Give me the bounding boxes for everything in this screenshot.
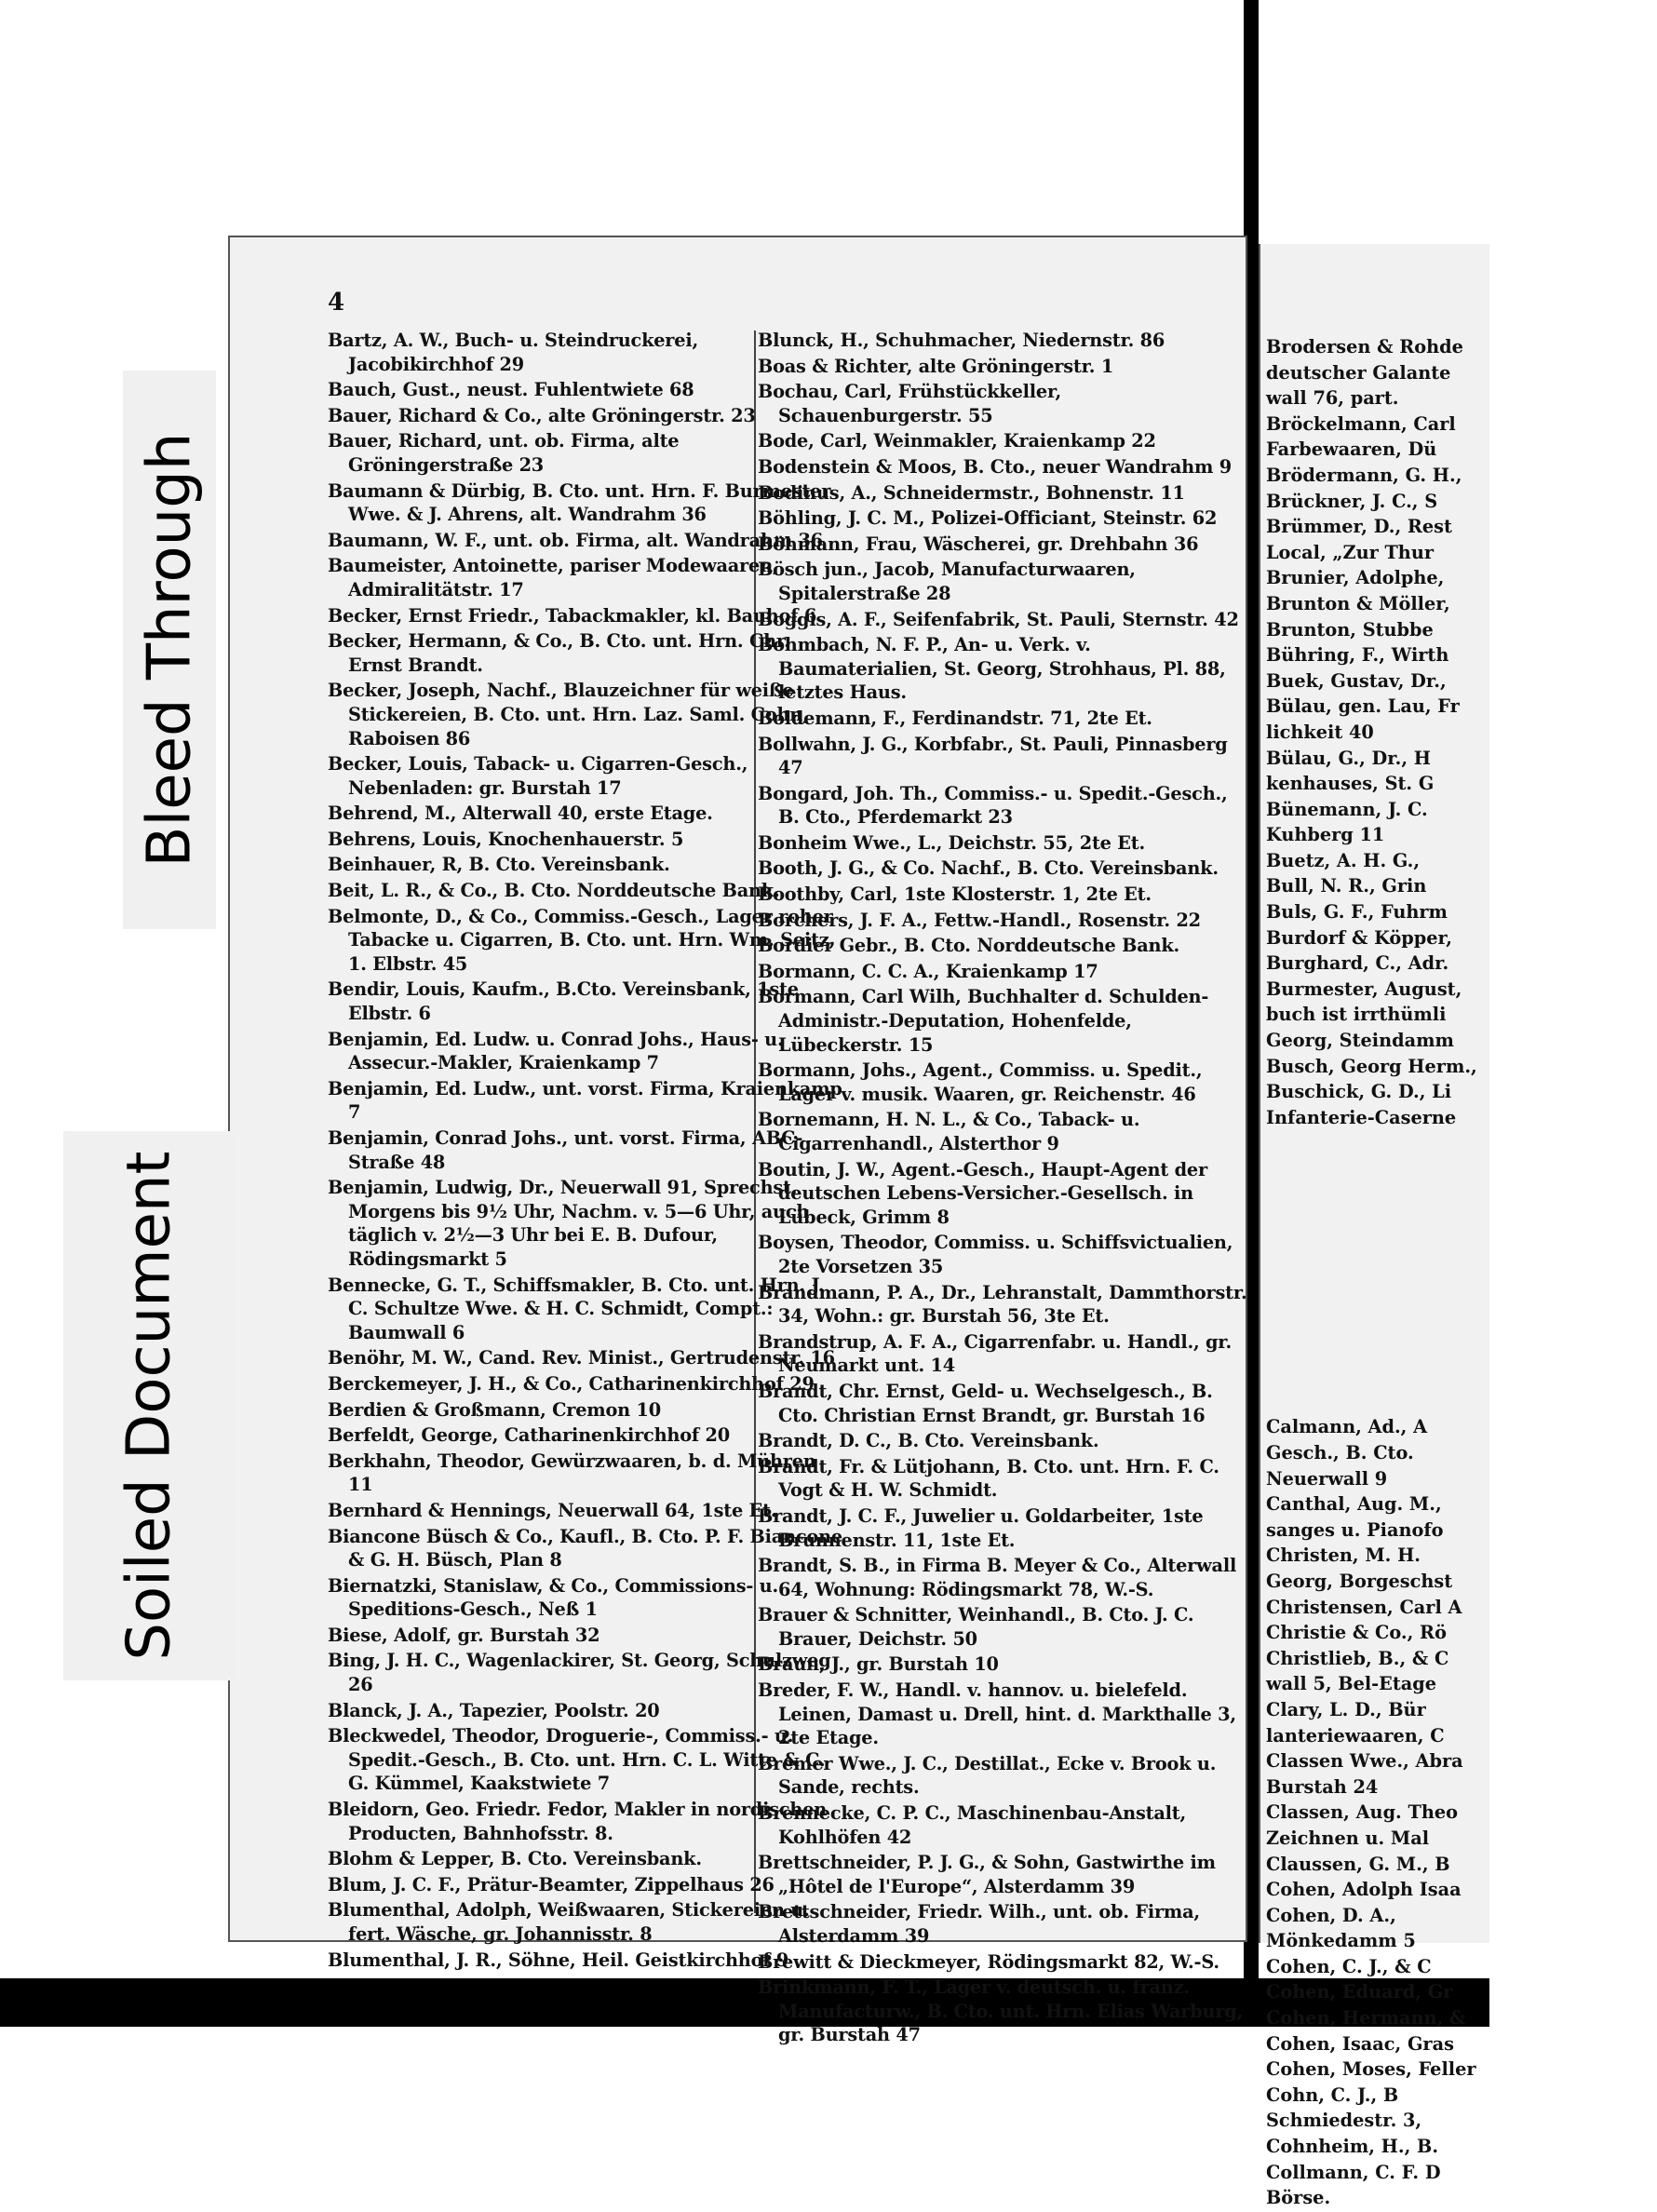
- directory-entry-fragment: kenhauses, St. G: [1266, 773, 1435, 795]
- directory-entry-fragment: Bülau, G., Dr., H: [1266, 747, 1431, 769]
- directory-entry: Bochau, Carl, Frühstückkeller, Schauenburgerstr. 55: [758, 381, 1062, 426]
- adjacent-page: [1259, 244, 1489, 2209]
- directory-entry-fragment: Brunier, Adolphe,: [1266, 567, 1445, 589]
- directory-entry: Bauer, Richard, unt. ob. Firma, alte Gröningerstraße 23: [328, 430, 680, 476]
- directory-entry: Brennecke, C. P. C., Maschinenbau-Anstalt, Kohlhöfen 42: [758, 1802, 1186, 1848]
- directory-entry: Blum, J. C. F., Prätur-Beamter, Zippelhaus 26: [328, 1873, 775, 1895]
- directory-entry: Behrens, Louis, Knochenhauerstr. 5: [328, 828, 684, 850]
- directory-entry: Beit, L. R., & Co., B. Cto. Norddeutsche Bank.: [328, 880, 780, 902]
- directory-entry: Bohmbach, N. F. P., An- u. Verk. v. Baumaterialien, St. Georg, Strohhaus, Pl. 88, letztes Haus.: [758, 634, 1226, 704]
- directory-entry: Brewitt & Dieckmeyer, Rödingsmarkt 82, W.-S.: [758, 1950, 1219, 1973]
- directory-entry: Böhling, J. C. M., Polizei-Officiant, Steinstr. 62: [758, 507, 1218, 530]
- directory-entry: Bösch jun., Jacob, Manufacturwaaren, Spitalerstraße 28: [758, 559, 1136, 604]
- directory-entry: Boothby, Carl, 1ste Klosterstr. 1, 2te Et.: [758, 883, 1152, 906]
- directory-entry-fragment: Christie & Co., Rö: [1266, 1622, 1447, 1644]
- directory-entry: Bormann, C. C. A., Kraienkamp 17: [758, 960, 1098, 982]
- soiled-document-label: [63, 1131, 236, 1680]
- directory-entry: Borchers, J. F. A., Fettw.-Handl., Rosenstr. 22: [758, 909, 1201, 931]
- directory-entry: Bode, Carl, Weinmakler, Kraienkamp 22: [758, 430, 1156, 452]
- directory-entry: Bernhard & Hennings, Neuerwall 64, 1ste Et.: [328, 1499, 777, 1521]
- directory-entry-fragment: Schmiedestr. 3,: [1266, 2110, 1422, 2132]
- bleed-through-label: [123, 371, 216, 929]
- directory-entry-fragment: lanteriewaaren, C: [1266, 1724, 1445, 1747]
- directory-entry: Berfeldt, George, Catharinenkirchhof 20: [328, 1424, 730, 1447]
- directory-entry-fragment: Busch, Georg Herm.,: [1266, 1055, 1477, 1077]
- directory-entry-fragment: wall 76, part.: [1266, 387, 1399, 410]
- directory-entry-fragment: Börse.: [1266, 2187, 1331, 2209]
- directory-entry-fragment: Cohen, C. J., & C: [1266, 1955, 1432, 1977]
- directory-entry: Biancone Büsch & Co., Kaufl., B. Cto. P. F. Biancone & G. H. Büsch, Plan 8: [328, 1525, 842, 1571]
- directory-entry: Bing, J. H. C., Wagenlackirer, St. Georg, Schulzweg 26: [328, 1650, 831, 1696]
- directory-entry: Belmonte, D., & Co., Commiss.-Gesch., Lager roher Tabacke u. Cigarren, B. Cto. unt. Hrn. Wm. Seitz, 1. Elbstr. 45: [328, 905, 836, 975]
- directory-entry: Becker, Hermann, & Co., B. Cto. unt. Hrn. Chr. Ernst Brandt.: [328, 630, 790, 676]
- directory-entry-fragment: deutscher Galante: [1266, 361, 1451, 384]
- directory-entry-fragment: Brunton, Stubbe: [1266, 618, 1434, 641]
- directory-entry: Brauer & Schnitter, Weinhandl., B. Cto. J. C. Brauer, Deichstr. 50: [758, 1604, 1194, 1650]
- directory-entry-fragment: Cohen, Isaac, Gras: [1266, 2032, 1454, 2055]
- directory-entry: Brandt, D. C., B. Cto. Vereinsbank.: [758, 1430, 1099, 1452]
- directory-entry-fragment: Cohen, Eduard, Gr: [1266, 1981, 1453, 2003]
- directory-entry: Berckemeyer, J. H., & Co., Catharinenkirchhof 29: [328, 1372, 815, 1395]
- directory-entry-fragment: Burghard, C., Adr.: [1266, 952, 1449, 975]
- directory-entry-fragment: Farbewaaren, Dü: [1266, 438, 1437, 461]
- directory-entry: Bleidorn, Geo. Friedr. Fedor, Makler in nordischen Producten, Bahnhofsstr. 8.: [328, 1799, 828, 1844]
- directory-entry-fragment: Infanterie-Caserne: [1266, 1106, 1457, 1128]
- directory-entry-fragment: Clary, L. D., Bür: [1266, 1698, 1426, 1720]
- directory-entry: Bormann, Carl Wilh, Buchhalter d. Schulden-Administr.-Deputation, Hohenfelde, Lübeckerstr. 15: [758, 986, 1209, 1056]
- directory-entry: Bormann, Johs., Agent., Commiss. u. Spedit., Lager v. musik. Waaren, gr. Reichenstr. 46: [758, 1059, 1203, 1105]
- directory-entry: Bleckwedel, Theodor, Droguerie-, Commiss.- u. Spedit.-Gesch., B. Cto. unt. Hrn. C. L. Witte & C. G. Kümmel, Kaakstwiete 7: [328, 1725, 826, 1795]
- directory-entry-fragment: Buschick, G. D., Li: [1266, 1081, 1452, 1103]
- directory-entry: Benjamin, Ed. Ludw. u. Conrad Johs., Haus- u. Assecur.-Makler, Kraienkamp 7: [328, 1028, 784, 1074]
- directory-entry: Bauer, Richard & Co., alte Gröningerstr. 23: [328, 404, 756, 426]
- directory-entry-fragment: Georg, Borgeschst: [1266, 1570, 1453, 1592]
- directory-entry: Bonheim Wwe., L., Deichstr. 55, 2te Et.: [758, 831, 1145, 854]
- directory-entry-fragment: Christen, M. H.: [1266, 1544, 1421, 1567]
- directory-entry: Baumeister, Antoinette, pariser Modewaaren, Admiralitätstr. 17: [328, 555, 779, 600]
- directory-entry: Bornemann, H. N. L., & Co., Taback- u. Cigarrenhandl., Alsterthor 9: [758, 1109, 1140, 1154]
- directory-entry: Bongard, Joh. Th., Commiss.- u. Spedit.-Gesch., B. Cto., Pferdemarkt 23: [758, 782, 1228, 829]
- right-column: [758, 329, 1251, 2049]
- directory-entry-fragment: Kuhberg 11: [1266, 824, 1385, 846]
- directory-entry-fragment: Burdorf & Köpper,: [1266, 926, 1452, 949]
- directory-entry: Berkhahn, Theodor, Gewürzwaaren, b. d. Mühren 11: [328, 1450, 816, 1496]
- directory-entry-fragment: Georg, Steindamm: [1266, 1030, 1454, 1052]
- directory-entry: Becker, Joseph, Nachf., Blauzeichner für weiße Stickereien, B. Cto. unt. Hrn. Laz. Saml. Cohn, Raboisen 86: [328, 680, 809, 749]
- directory-entry-fragment: Cohn, C. J., B: [1266, 2084, 1399, 2106]
- directory-entry: Booth, J. G., & Co. Nachf., B. Cto. Vereinsbank.: [758, 857, 1219, 880]
- directory-entry: Boldemann, F., Ferdinandstr. 71, 2te Et.: [758, 707, 1152, 729]
- directory-entry-fragment: Buls, G. F., Fuhrm: [1266, 901, 1448, 924]
- directory-entry-fragment: Brodersen & Rohde: [1266, 336, 1463, 357]
- directory-entry: Blunck, H., Schuhmacher, Niedernstr. 86: [758, 330, 1165, 351]
- directory-entry-fragment: Bühring, F., Wirth: [1266, 644, 1449, 667]
- directory-entry: Brettschneider, Friedr. Wilh., unt. ob. Firma, Alsterdamm 39: [758, 1901, 1200, 1947]
- directory-entry-fragment: Buek, Gustav, Dr.,: [1266, 669, 1447, 692]
- directory-entry: Boutin, J. W., Agent.-Gesch., Haupt-Agent der deutschen Lebens-Versicher.-Gesellsch. in Lübeck, Grimm 8: [758, 1158, 1207, 1228]
- directory-entry-fragment: lichkeit 40: [1266, 721, 1374, 743]
- directory-entry: Bodinus, A., Schneidermstr., Bohnenstr. 11: [758, 481, 1185, 504]
- directory-entry: Baumann & Dürbig, B. Cto. unt. Hrn. F. Burmester Wwe. & J. Ahrens, alt. Wandrahm 36: [328, 479, 831, 526]
- directory-entry: Boas & Richter, alte Gröningerstr. 1: [758, 355, 1114, 377]
- directory-entry: Boysen, Theodor, Commiss. u. Schiffsvictualien, 2te Vorsetzen 35: [758, 1232, 1233, 1277]
- directory-entry-fragment: Bröckelmann, Carl: [1266, 412, 1456, 435]
- directory-entry-fragment: Cohen, Adolph Isaa: [1266, 1879, 1462, 1901]
- directory-entry: Blanck, J. A., Tapezier, Poolstr. 20: [328, 1699, 660, 1721]
- directory-entry-fragment: Burstah 24: [1266, 1775, 1379, 1798]
- directory-entry-fragment: Claussen, G. M., B: [1266, 1853, 1450, 1875]
- directory-entry-fragment: Cohen, Moses, Feller: [1266, 2058, 1476, 2081]
- directory-entry: Bremer Wwe., J. C., Destillat., Ecke v. Brook u. Sande, rechts.: [758, 1752, 1217, 1799]
- directory-entry: Behrend, M., Alterwall 40, erste Etage.: [328, 803, 713, 825]
- directory-entry: Bartz, A. W., Buch- u. Steindruckerei, Jacobikirchhof 29: [328, 330, 698, 375]
- directory-entry: Becker, Louis, Taback- u. Cigarren-Gesch., Nebenladen: gr. Burstah 17: [328, 753, 748, 799]
- directory-entry-fragment: Bünemann, J. C.: [1266, 798, 1428, 820]
- directory-entry-fragment: Local, „Zur Thur: [1266, 541, 1434, 563]
- directory-entry: Blumenthal, J. R., Söhne, Heil. Geistkirchhof 9: [328, 1949, 789, 1971]
- directory-entry: Bendir, Louis, Kaufm., B.Cto. Vereinsbank, 1ste Elbstr. 6: [328, 978, 799, 1025]
- directory-entry-fragment: Cohnheim, H., B.: [1266, 2136, 1439, 2158]
- directory-entry-fragment: Bülau, gen. Lau, Fr: [1266, 695, 1460, 718]
- directory-entry-fragment: Cohen, Hermann, &: [1266, 2007, 1466, 2030]
- directory-entry-fragment: Brümmer, D., Rest: [1266, 516, 1452, 538]
- directory-entry: Blumenthal, Adolph, Weißwaaren, Stickereien u. fert. Wäsche, gr. Johannisstr. 8: [328, 1899, 810, 1945]
- directory-entry: Beinhauer, R, B. Cto. Vereinsbank.: [328, 854, 670, 876]
- directory-entry: Braun, J., gr. Burstah 10: [758, 1653, 999, 1676]
- directory-entry-fragment: Mönkedamm 5: [1266, 1930, 1416, 1952]
- directory-entry: Benjamin, Ed. Ludw., unt. vorst. Firma, Kraienkamp 7: [328, 1077, 842, 1124]
- directory-entry-fragment: Bull, N. R., Grin: [1266, 875, 1427, 897]
- directory-entry-fragment: sanges u. Pianofo: [1266, 1518, 1444, 1541]
- directory-entry-fragment: Collmann, C. F. D: [1266, 2161, 1441, 2183]
- page-number: 4: [328, 289, 345, 317]
- directory-page: [228, 236, 1247, 2046]
- directory-entry: Brandt, Fr. & Lütjohann, B. Cto. unt. Hrn. F. C. Vogt & H. W. Schmidt.: [758, 1455, 1219, 1502]
- directory-entry: Benjamin, Conrad Johs., unt. vorst. Firma, ABC-Straße 48: [328, 1127, 803, 1173]
- directory-entry-fragment: Neuerwall 9: [1266, 1467, 1388, 1490]
- directory-entry-fragment: Brunton & Möller,: [1266, 592, 1450, 614]
- directory-entry: Breder, F. W., Handl. v. hannov. u. bielefeld. Leinen, Damast u. Drell, hint. d. Markthalle 3, 2te Etage.: [758, 1679, 1236, 1749]
- directory-entry: Brinkmann, F. T., Lager v. deutsch. u. franz. Manufacturw., B. Cto. unt. Hrn. Elias Warburg, gr. Burstah 47: [758, 1976, 1244, 2046]
- directory-entry: Benöhr, M. W., Cand. Rev. Minist., Gertrudenstr. 16: [328, 1347, 835, 1369]
- directory-entry: Berdien & Großmann, Cremon 10: [328, 1398, 661, 1421]
- directory-entry-fragment: Classen Wwe., Abra: [1266, 1750, 1463, 1773]
- directory-entry-fragment: Gesch., B. Cto.: [1266, 1442, 1414, 1463]
- column-gap: [1266, 1131, 1657, 1415]
- directory-entry: Bennecke, G. T., Schiffsmakler, B. Cto. unt. Hrn. J. C. Schultze Wwe. & H. C. Schmidt, Compt.: Baumwall 6: [328, 1274, 825, 1343]
- directory-entry: Bollwahn, J. G., Korbfabr., St. Pauli, Pinnasberg 47: [758, 733, 1228, 779]
- directory-entry: Becker, Ernst Friedr., Tabackmakler, kl. Bauhof 6: [328, 604, 817, 627]
- directory-entry: Brandmann, P. A., Dr., Lehranstalt, Dammthorstr. 34, Wohn.: gr. Burstah 56, 3te Et.: [758, 1281, 1247, 1328]
- directory-entry: Brandt, J. C. F., Juwelier u. Goldarbeiter, 1ste Brunnenstr. 11, 1ste Et.: [758, 1504, 1204, 1551]
- directory-entry: Bordier Gebr., B. Cto. Norddeutsche Bank.: [758, 935, 1179, 957]
- directory-entry-fragment: Brückner, J. C., S: [1266, 490, 1438, 512]
- directory-entry: Blohm & Lepper, B. Cto. Vereinsbank.: [328, 1848, 702, 1870]
- directory-entry-fragment: wall 5, Bel-Etage: [1266, 1673, 1437, 1695]
- bleed-through-text: Bleed Through: [135, 432, 204, 868]
- directory-entry-fragment: Canthal, Aug. M.,: [1266, 1493, 1442, 1516]
- directory-entry-fragment: buch ist irrthümli: [1266, 1004, 1447, 1026]
- directory-entry: Biese, Adolf, gr. Burstah 32: [328, 1624, 600, 1646]
- directory-entry: Biernatzki, Stanislaw, & Co., Commissions- u. Speditions-Gesch., Neß 1: [328, 1574, 778, 1621]
- directory-entry-fragment: Zeichnen u. Mal: [1266, 1827, 1430, 1849]
- directory-entry: Baumann, W. F., unt. ob. Firma, alt. Wandrahm 36: [328, 529, 823, 551]
- directory-entry-fragment: Burmester, August,: [1266, 978, 1462, 1000]
- directory-entry: Boggis, A. F., Seifenfabrik, St. Pauli, Sternstr. 42: [758, 608, 1239, 630]
- directory-entry: Bodenstein & Moos, B. Cto., neuer Wandrahm 9: [758, 455, 1232, 478]
- directory-entry: Brandt, S. B., in Firma B. Meyer & Co., Alterwall 64, Wohnung: Rödingsmarkt 78, W.-S.: [758, 1555, 1237, 1600]
- directory-entry-fragment: Buetz, A. H. G.,: [1266, 849, 1421, 871]
- directory-entry-fragment: Classen, Aug. Theo: [1266, 1801, 1458, 1824]
- directory-entry: Brandstrup, A. F. A., Cigarrenfabr. u. Handl., gr. Neumarkt unt. 14: [758, 1330, 1232, 1377]
- directory-entry-fragment: Calmann, Ad., A: [1266, 1416, 1428, 1438]
- directory-entry-fragment: Christlieb, B., & C: [1266, 1647, 1449, 1669]
- soiled-document-text: Soiled Document: [115, 1151, 184, 1661]
- directory-entry: Brettschneider, P. J. G., & Sohn, Gastwirthe im „Hôtel de l'Europe“, Alsterdamm 39: [758, 1852, 1216, 1897]
- directory-entry: Böhmann, Frau, Wäscherei, gr. Drehbahn 36: [758, 533, 1199, 555]
- directory-entry: Benjamin, Ludwig, Dr., Neuerwall 91, Sprechst. Morgens bis 9½ Uhr, Nachm. v. 5—6 Uhr, auch täglich v. 2½—3 Uhr bei E. B. Dufour, Rödingsmarkt 5: [328, 1177, 810, 1270]
- directory-entry-fragment: Christensen, Carl A: [1266, 1596, 1462, 1618]
- adjacent-page-column: [1266, 335, 1657, 2212]
- directory-entry-fragment: Cohen, D. A.,: [1266, 1904, 1396, 1926]
- directory-entry: Brandt, Chr. Ernst, Geld- u. Wechselgesch., B. Cto. Christian Ernst Brandt, gr. Burstah 16: [758, 1380, 1213, 1426]
- directory-entry-fragment: Brödermann, G. H.,: [1266, 464, 1462, 486]
- directory-entry: Bauch, Gust., neust. Fuhlentwiete 68: [328, 379, 694, 401]
